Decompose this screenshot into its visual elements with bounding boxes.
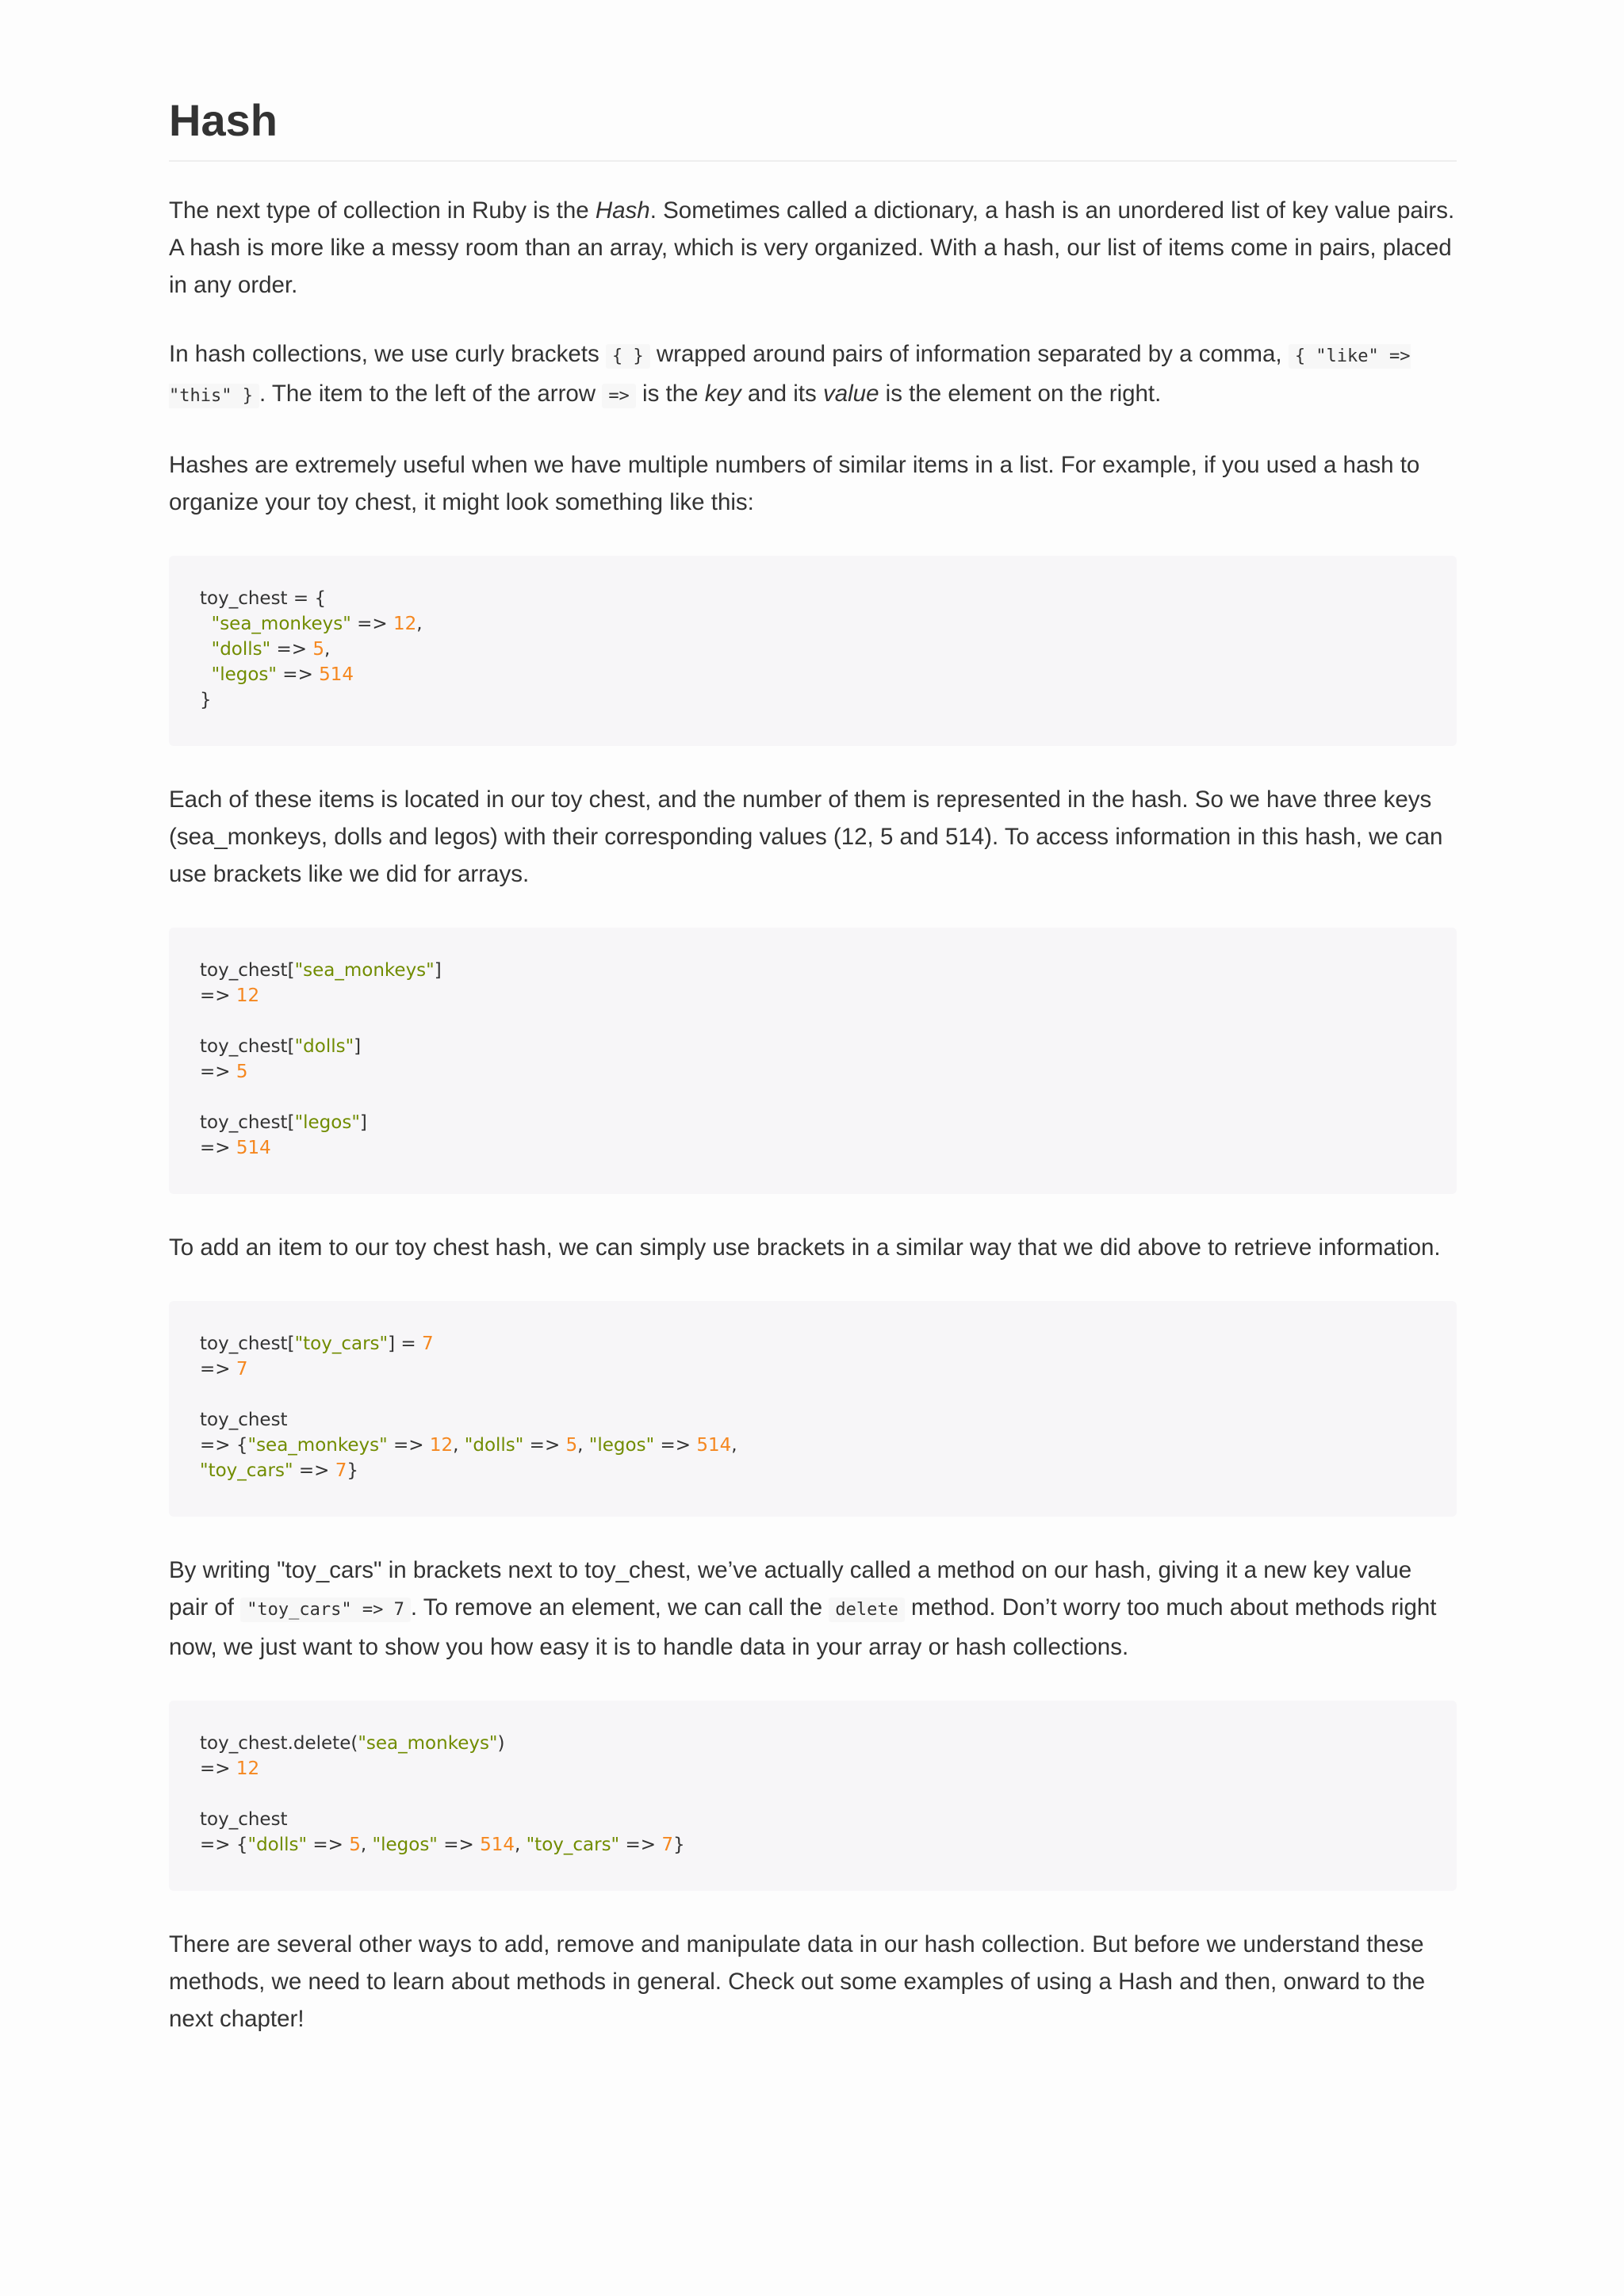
code-string: "toy_cars" (200, 1460, 293, 1481)
text: wrapped around pairs of information separated by a comma, (649, 341, 1289, 367)
code-number: 5 (236, 1062, 248, 1082)
code-string: "sea_monkeys" (211, 614, 351, 634)
paragraph-add-item: To add an item to our toy chest hash, we can simply use brackets in a similar way that we did above to retrieve information. (169, 1234, 1441, 1261)
paragraph-conclusion: There are several other ways to add, remove and manipulate data in our hash collection. But before we understand these methods, we need to learn about methods in general. Check out some examples of using a Hash and then, onward to the next chapter! (169, 1931, 1426, 2032)
code-number: 7 (421, 1334, 434, 1354)
paragraph-method-explanation (169, 1552, 1457, 1666)
code-text: ] (359, 1112, 367, 1133)
code-number: 7 (661, 1835, 673, 1855)
page-title: Hash (169, 86, 1457, 162)
text: . To remove an element, we can call the (410, 1594, 829, 1621)
code-string: "toy_cars" (526, 1835, 620, 1855)
emphasis-hash: Hash (595, 197, 650, 224)
code-text: toy_chest = { (200, 588, 327, 609)
paragraph-intro (169, 192, 1457, 304)
code-block-access[interactable] (169, 928, 1457, 1194)
code-text: toy_chest (200, 1809, 288, 1830)
code-number: 5 (565, 1435, 578, 1456)
code-string: "legos" (588, 1435, 655, 1456)
text: and its (741, 381, 823, 407)
code-text: toy_chest (200, 1410, 288, 1430)
code-number: 7 (335, 1460, 347, 1481)
text: . Sometimes called a dictionary, a hash is an unordered list of key value pairs. A hash is more like a messy room than an array, which is very organized. With a hash, our list of items come in pairs, placed in any order. (169, 197, 1455, 298)
code-operator: => (270, 639, 313, 660)
code-text: toy_chest[ (200, 960, 295, 981)
paragraph-usefulness: Hashes are extremely useful when we have multiple numbers of similar items in a list. For example, if you used a hash to organize your toy chest, it might look something like this: (169, 452, 1420, 515)
inline-code-example: { "like" => "this" } (169, 344, 1411, 408)
code-text: ] (434, 960, 442, 981)
text: is the (635, 381, 705, 407)
document-page (169, 86, 1457, 2038)
code-operator: => (200, 985, 236, 1006)
code-number: 514 (696, 1435, 732, 1456)
code-string: "dolls" (211, 639, 271, 660)
code-number: 5 (349, 1835, 361, 1855)
code-string: "dolls" (294, 1036, 354, 1057)
code-string: "sea_monkeys" (247, 1435, 388, 1456)
code-string: "legos" (294, 1112, 360, 1133)
code-number: 12 (393, 614, 417, 634)
paragraph-syntax (169, 335, 1457, 415)
code-operator: => (276, 664, 320, 685)
inline-code-pair: "toy_cars" => 7 (240, 1598, 411, 1622)
text: is the element on the right. (879, 381, 1162, 407)
code-operator: => (350, 614, 393, 634)
text: . The item to the left of the arrow (259, 381, 603, 407)
code-block-delete[interactable]: toy_chest.delete("sea_monkeys") => 12 toy_chest => {"dolls" => 5, "legos" => 514, "toy_cars" => 7} (169, 1701, 1457, 1891)
code-text: ] (354, 1036, 362, 1057)
code-operator: => (200, 1138, 236, 1158)
text: By writing "toy_cars" in brackets next to toy_chest, we’ve actually called a method on our hash, giving it a new key value pair of (169, 1557, 1412, 1621)
text: The next type of collection in Ruby is the (169, 197, 596, 224)
emphasis-value: value (822, 381, 879, 407)
paragraph-explanation: Each of these items is located in our toy chest, and the number of them is represented in the hash. So we have three keys (sea_monkeys, dolls and legos) with their corresponding values (12, 5 and 514). To access information in this hash, we can use brackets like we did for arrays. (169, 786, 1443, 887)
code-text: toy_chest.delete( (200, 1733, 358, 1754)
code-string: "dolls" (464, 1435, 524, 1456)
code-block-add-item[interactable]: toy_chest["toy_cars"] = 7 => 7 toy_chest => {"sea_monkeys" => 12, "dolls" => 5, "legos" => 514, "toy_cars" => 7} (169, 1301, 1457, 1517)
code-text: toy_chest[ (200, 1112, 295, 1133)
code-operator: => (200, 1435, 236, 1456)
code-operator: => (200, 1062, 236, 1082)
code-string: "toy_cars" (294, 1334, 389, 1354)
code-text: ] = (388, 1334, 422, 1354)
code-text: toy_chest[ (200, 1334, 295, 1354)
code-block-toy-chest-definition[interactable]: toy_chest = { "sea_monkeys" => 12, "dolls" => 5, "legos" => 514 } (169, 556, 1457, 746)
text: In hash collections, we use curly brackets (169, 341, 606, 367)
code-string: "legos" (211, 664, 277, 685)
inline-code-braces: { } (606, 344, 650, 369)
code-number: 7 (236, 1359, 248, 1380)
inline-code-arrow: => (602, 384, 636, 408)
inline-code-delete: delete (829, 1598, 904, 1622)
code-string: "sea_monkeys" (358, 1733, 498, 1754)
code-text: toy_chest[ (200, 1036, 295, 1057)
code-number: 12 (236, 1758, 260, 1779)
code-text: } (200, 690, 212, 710)
code-string: "dolls" (247, 1835, 308, 1855)
code-number: 514 (236, 1138, 271, 1158)
code-number: 5 (312, 639, 325, 660)
code-string: "legos" (372, 1835, 438, 1855)
code-operator: => (200, 1359, 236, 1380)
code-operator: => (200, 1835, 236, 1855)
code-number: 514 (319, 664, 354, 685)
code-number: 514 (480, 1835, 515, 1855)
code-number: 12 (429, 1435, 454, 1456)
code-operator: => (200, 1758, 236, 1779)
emphasis-key: key (704, 381, 741, 407)
code-text: ) (497, 1733, 505, 1754)
code-number: 12 (236, 985, 260, 1006)
text: method. Don’t worry too much about methods right now, we just want to show you how easy it is to handle data in your array or hash collections. (169, 1594, 1437, 1660)
code-string: "sea_monkeys" (294, 960, 435, 981)
